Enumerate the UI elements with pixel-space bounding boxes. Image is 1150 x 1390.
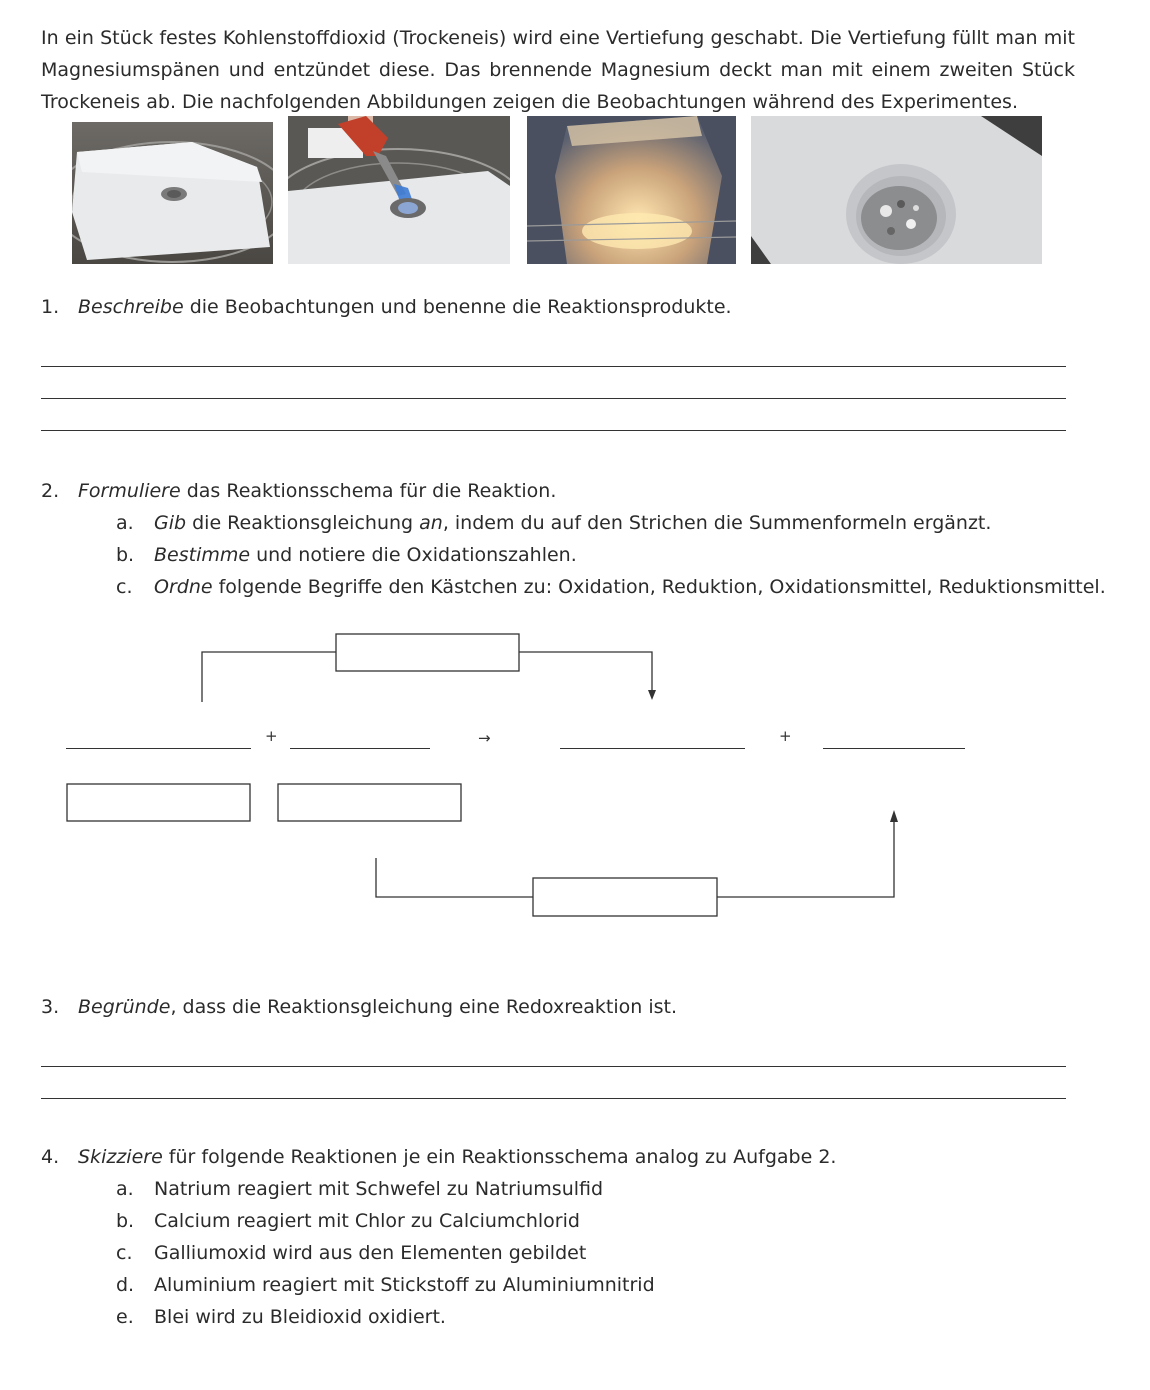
answer-line[interactable]	[41, 1098, 1066, 1099]
subtask-letter: c.	[116, 576, 133, 598]
equation-blank-reactant-2[interactable]	[290, 748, 430, 749]
connector-line-bottom	[376, 858, 533, 897]
question-3	[41, 996, 677, 1018]
connector-line-bottom-right	[717, 820, 894, 897]
subtask-4a	[116, 1178, 603, 1200]
question-1	[41, 296, 732, 318]
subtask-text: , indem du auf den Strichen die Summenformeln ergänzt.	[442, 512, 992, 534]
question-number: 1.	[41, 296, 60, 318]
plus-sign: +	[265, 727, 278, 745]
question-number: 4.	[41, 1146, 60, 1168]
arrowhead-up-icon	[890, 810, 898, 822]
question-text: das Reaktionsschema für die Reaktion.	[180, 480, 557, 502]
subtask-letter: b.	[116, 544, 135, 566]
intro-text: In ein Stück festes Kohlenstoffdioxid (Trockeneis) wird eine Vertiefung geschabt. Die Vertiefung füllt man mit Magnesiumspänen und entzündet diese. Das brennende Magnesium deckt man mit einem zweiten Stück Trockeneis ab. Die nachfolgenden Abbildungen zeigen die Beobachtungen während des Experimentes.	[41, 27, 1075, 113]
connector-line-top-right	[519, 652, 652, 690]
experiment-photos	[0, 116, 1150, 266]
photo-dry-ice-with-magnesium	[72, 122, 273, 264]
task-verb: Bestimme	[154, 544, 251, 566]
connector-line-top	[202, 652, 336, 702]
subtask-text: folgende Begriffe den Kästchen zu: Oxidation, Reduktion, Oxidationsmittel, Reduktionsmittel.	[212, 576, 1106, 598]
subtask-letter: b.	[116, 1210, 135, 1232]
photo-glowing-covered-block	[527, 116, 736, 264]
equation-blank-reactant-1[interactable]	[66, 748, 251, 749]
subtask-letter: e.	[116, 1306, 134, 1328]
subtask-text: Blei wird zu Bleidioxid oxidiert.	[154, 1306, 446, 1328]
subtask-letter: c.	[116, 1242, 133, 1264]
task-verb: an	[419, 512, 443, 534]
plus-sign: +	[779, 727, 792, 745]
answer-line[interactable]	[41, 1066, 1066, 1067]
answer-box-middle[interactable]	[278, 784, 461, 821]
question-2	[41, 480, 556, 502]
subtask-text: und notiere die Oxidationszahlen.	[250, 544, 577, 566]
subtask-letter: d.	[116, 1274, 135, 1296]
photo-residue-in-hollow	[751, 116, 1042, 264]
task-verb: Begründe	[78, 996, 171, 1018]
reaction-scheme-diagram	[0, 620, 1150, 940]
task-verb: Formuliere	[78, 480, 181, 502]
question-text: die Beobachtungen und benenne die Reaktionsprodukte.	[183, 296, 732, 318]
answer-line[interactable]	[41, 430, 1066, 431]
answer-box-top[interactable]	[336, 634, 519, 671]
subtask-4b	[116, 1210, 580, 1232]
answer-line[interactable]	[41, 398, 1066, 399]
equation-blank-product-2[interactable]	[823, 748, 965, 749]
subtask-4d	[116, 1274, 655, 1296]
subtask-4c	[116, 1242, 586, 1264]
subtask-4e	[116, 1306, 446, 1328]
photo-ignition-with-burner	[288, 116, 510, 264]
subtask-letter: a.	[116, 512, 134, 534]
task-verb: Skizziere	[78, 1146, 163, 1168]
reaction-arrow: →	[478, 729, 491, 747]
subtask-text: die Reaktionsgleichung	[186, 512, 420, 534]
subtask-2a	[116, 512, 991, 534]
question-number: 3.	[41, 996, 60, 1018]
question-text: , dass die Reaktionsgleichung eine Redoxreaktion ist.	[170, 996, 678, 1018]
subtask-text: Calcium reagiert mit Chlor zu Calciumchlorid	[154, 1210, 580, 1232]
subtask-text: Natrium reagiert mit Schwefel zu Natriumsulfid	[154, 1178, 604, 1200]
subtask-text: Galliumoxid wird aus den Elementen gebildet	[154, 1242, 587, 1264]
equation-blank-product-1[interactable]	[560, 748, 745, 749]
subtask-letter: a.	[116, 1178, 134, 1200]
answer-line[interactable]	[41, 366, 1066, 367]
question-4	[41, 1146, 836, 1168]
task-verb: Gib	[154, 512, 187, 534]
subtask-2c	[116, 576, 1106, 598]
answer-box-bottom[interactable]	[533, 878, 717, 916]
answer-box-left[interactable]	[67, 784, 250, 821]
question-number: 2.	[41, 480, 60, 502]
subtask-text: Aluminium reagiert mit Stickstoff zu Aluminiumnitrid	[154, 1274, 655, 1296]
task-verb: Ordne	[154, 576, 213, 598]
question-text: für folgende Reaktionen je ein Reaktionsschema analog zu Aufgabe 2.	[162, 1146, 837, 1168]
subtask-2b	[116, 544, 577, 566]
arrowhead-down-icon	[648, 690, 656, 700]
task-verb: Beschreibe	[78, 296, 184, 318]
